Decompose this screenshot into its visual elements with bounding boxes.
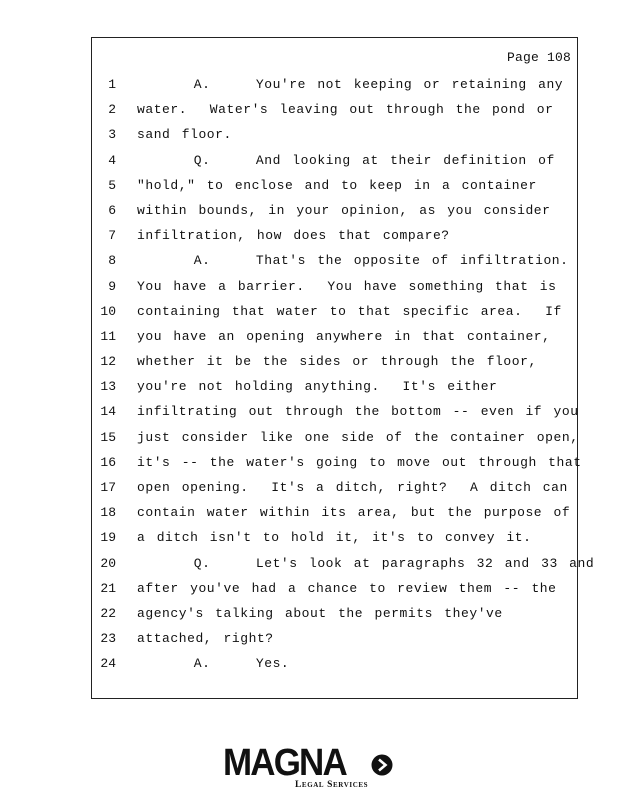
arrow-circle-icon [371, 754, 393, 776]
transcript-line [92, 198, 577, 223]
line-text: attached, right? [137, 631, 274, 647]
line-text: you're not holding anything. It's either [137, 379, 498, 395]
line-text: open opening. It's a ditch, right? A ditch can [137, 480, 568, 495]
transcript-line [92, 626, 577, 651]
magna-logo [223, 742, 403, 794]
line-number: 2 [108, 102, 116, 118]
transcript-line [92, 122, 577, 147]
line-number: 12 [100, 354, 116, 370]
line-text: A. You're not keeping or retaining any [137, 77, 564, 92]
line-number: 23 [100, 631, 116, 647]
line-number: 17 [100, 480, 116, 495]
transcript-line [92, 72, 577, 97]
line-text: whether it be the sides or through the floor, [137, 354, 537, 370]
line-number: 14 [100, 404, 116, 420]
line-text: contain water within its area, but the purpose of [137, 505, 571, 521]
line-text: water. Water's leaving out through the pond or [137, 102, 554, 118]
transcript-line [92, 299, 577, 324]
line-number: 6 [108, 202, 116, 218]
transcript-line [92, 450, 582, 475]
line-number: 7 [108, 228, 116, 244]
transcript-line [92, 425, 577, 450]
line-text: A. That's the opposite of infiltration. [137, 253, 569, 269]
line-number: 8 [108, 253, 116, 269]
line-text: you have an opening anywhere in that container, [137, 328, 551, 344]
line-text: Q. And looking at their definition of [137, 152, 555, 168]
transcript-line [92, 601, 577, 626]
transcript-line [92, 551, 595, 576]
line-number: 5 [108, 177, 116, 193]
line-text: Q. Let's look at paragraphs 32 and 33 and [137, 555, 595, 571]
line-number: 19 [100, 530, 116, 546]
line-text: containing that water to that specific area. If [137, 303, 562, 319]
line-number: 11 [100, 328, 116, 344]
transcript-line [92, 349, 577, 374]
line-number: 24 [100, 656, 116, 672]
transcript-line [92, 97, 577, 122]
line-number: 18 [100, 505, 116, 521]
line-text: within bounds, in your opinion, as you consider [137, 202, 551, 218]
line-number: 1 [108, 77, 116, 92]
line-text: A. Yes. [137, 656, 290, 672]
line-text: You have a barrier. You have something that is [137, 278, 557, 294]
transcript-line [92, 248, 577, 273]
transcript-line [92, 500, 577, 525]
line-text: sand floor. [137, 127, 232, 143]
line-number: 9 [108, 278, 116, 294]
page-number: Page 108 [506, 50, 571, 65]
line-number: 13 [100, 379, 116, 395]
line-number: 21 [100, 580, 116, 596]
transcript-line [92, 324, 577, 349]
transcript-line [92, 223, 577, 248]
line-number: 15 [100, 429, 116, 445]
logo-tagline: Legal Services [295, 780, 369, 790]
line-text: a ditch isn't to hold it, it's to convey it. [137, 530, 532, 546]
line-text: agency's talking about the permits they've [137, 605, 503, 621]
transcript-line [92, 173, 577, 198]
transcript-page [91, 37, 595, 699]
transcript-line [92, 576, 577, 601]
line-text: it's -- the water's going to move out through that [137, 454, 582, 470]
line-text: infiltration, how does that compare? [137, 228, 450, 244]
line-number: 4 [108, 152, 116, 168]
line-text: just consider like one side of the container open, [137, 429, 579, 445]
logo-wordmark: MAGNA [223, 742, 346, 784]
line-number: 16 [100, 454, 116, 470]
transcript-line [92, 525, 577, 550]
line-text: infiltrating out through the bottom -- even if you [137, 404, 579, 420]
line-text: "hold," to enclose and to keep in a container [137, 177, 537, 193]
line-number: 3 [108, 127, 116, 143]
transcript-lines [92, 72, 595, 677]
line-number: 22 [100, 605, 116, 621]
line-text: after you've had a chance to review them -- the [137, 580, 557, 596]
transcript-line [92, 399, 577, 424]
line-number: 20 [100, 555, 116, 571]
transcript-line [92, 475, 577, 500]
transcript-line [92, 148, 577, 173]
line-number: 10 [100, 303, 116, 319]
transcript-line [92, 274, 577, 299]
transcript-line [92, 374, 577, 399]
transcript-line [92, 651, 577, 676]
